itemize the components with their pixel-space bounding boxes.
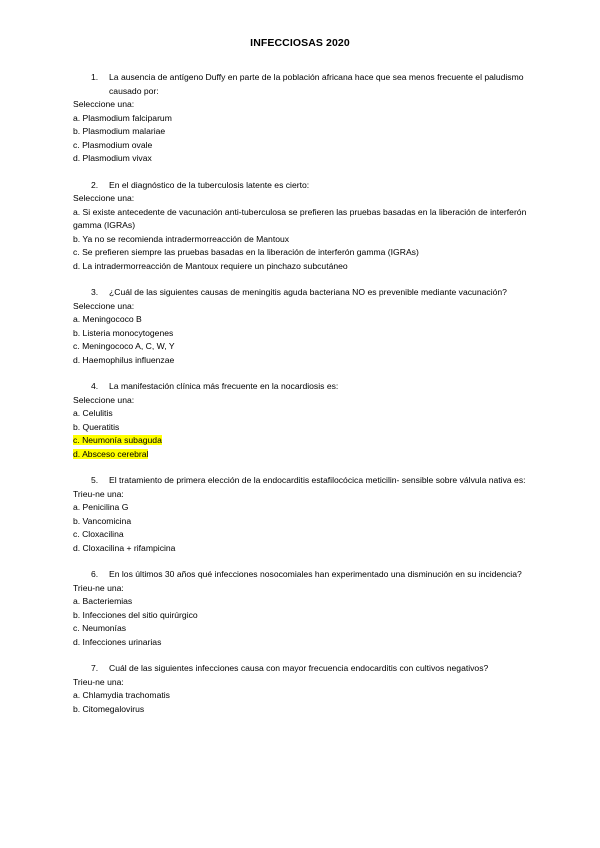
option-c: c. Plasmodium ovale (73, 139, 153, 150)
question-number: 7. (91, 663, 99, 673)
option-d-highlighted: d. Absceso cerebral (73, 448, 149, 459)
question-text: Cuál de las siguientes infecciones causa con mayor frecuencia endocarditis con cultivos negativos? (109, 663, 489, 673)
question-number: 4. (91, 381, 99, 391)
option-b: b. Vancomicina (73, 515, 132, 526)
question-text: ¿Cuál de las siguientes causas de meningitis aguda bacteriana NO es prevenible mediante vacunación? (109, 287, 507, 297)
question-number: 6. (91, 569, 99, 579)
option-a: a. Chlamydia trachomatis (73, 690, 170, 700)
option-b: b. Infecciones del sitio quirúrgico (73, 609, 198, 620)
option-d: d. Haemophilus influenzae (73, 354, 175, 365)
question-text: En el diagnóstico de la tuberculosis latente es cierto: (109, 179, 310, 190)
option-c-highlighted: c. Neumonía subaguda (73, 435, 162, 445)
option-d: d. Cloxacilina + rifampicina (73, 542, 176, 553)
question-number: 2. (91, 179, 99, 190)
option-a: a. Si existe antecedente de vacunación anti-tuberculosa se prefieren las pruebas basadas en la liberación de interferón gamma (IGRAs) (73, 206, 527, 230)
question-list (73, 71, 533, 729)
option-a: a. Bacteriemias (73, 596, 133, 606)
option-list (73, 313, 533, 367)
option-list (73, 206, 533, 274)
option-list (73, 112, 533, 166)
question-header (73, 662, 533, 676)
option-list (73, 689, 533, 716)
option-a: a. Plasmodium falciparum (73, 112, 172, 123)
option-b: b. Citomegalovirus (73, 703, 145, 714)
question-2 (73, 179, 533, 274)
option-b: b. Plasmodium malariae (73, 126, 166, 136)
option-c: c. Neumonías (73, 623, 127, 633)
question-text: La ausencia de antígeno Duffy en parte de la población africana hace que sea menos frecuente el paludismo causado por: (109, 72, 524, 96)
question-7 (73, 662, 533, 716)
question-header (73, 71, 533, 98)
question-3 (73, 286, 533, 367)
question-text: El tratamiento de primera elección de la endocarditis estafilocócica meticilin- sensible sobre válvula nativa es: (109, 475, 526, 485)
option-list (73, 407, 533, 461)
answer-prompt: Trieu-ne una: (73, 488, 124, 499)
option-d: d. Plasmodium vivax (73, 153, 152, 163)
option-a: a. Meningococo B (73, 314, 142, 324)
answer-prompt: Seleccione una: (73, 300, 135, 311)
answer-prompt: Seleccione una: (73, 193, 135, 203)
question-6 (73, 568, 533, 649)
question-text: La manifestación clínica más frecuente en la nocardiosis es: (109, 381, 339, 391)
question-header (73, 568, 533, 582)
question-5 (73, 474, 533, 555)
question-number: 3. (91, 287, 99, 297)
option-a: a. Penicilina G (73, 502, 129, 512)
option-c: c. Cloxacilina (73, 529, 124, 539)
option-d: d. La intradermorreacción de Mantoux requiere un pinchazo subcutáneo (73, 260, 348, 271)
question-header (73, 286, 533, 300)
question-text: En los últimos 30 años qué infecciones nosocomiales han experimentado una disminución en su incidencia? (109, 569, 522, 579)
option-c: c. Se prefieren siempre las pruebas basadas en la liberación de interferón gamma (IGRAs) (73, 247, 419, 257)
option-b: b. Ya no se recomienda intradermorreacción de Mantoux (73, 233, 290, 244)
question-1 (73, 71, 533, 166)
question-header (73, 179, 533, 193)
option-list (73, 595, 533, 649)
option-b: b. Queratitis (73, 421, 120, 432)
option-c: c. Meningococo A, C, W, Y (73, 341, 175, 351)
question-4 (73, 380, 533, 461)
answer-prompt: Seleccione una: (73, 99, 135, 109)
document-title: INFECCIOSAS 2020 (250, 37, 350, 49)
answer-prompt: Seleccione una: (73, 394, 135, 405)
option-a: a. Celulitis (73, 408, 113, 418)
question-number: 1. (91, 72, 99, 82)
answer-prompt: Trieu-ne una: (73, 676, 124, 687)
option-d: d. Infecciones urinarias (73, 636, 162, 647)
option-list (73, 501, 533, 555)
answer-prompt: Trieu-ne una: (73, 582, 124, 593)
question-header (73, 380, 533, 394)
option-b: b. Listeria monocytogenes (73, 327, 174, 338)
question-header (73, 474, 533, 488)
question-number: 5. (91, 475, 99, 485)
